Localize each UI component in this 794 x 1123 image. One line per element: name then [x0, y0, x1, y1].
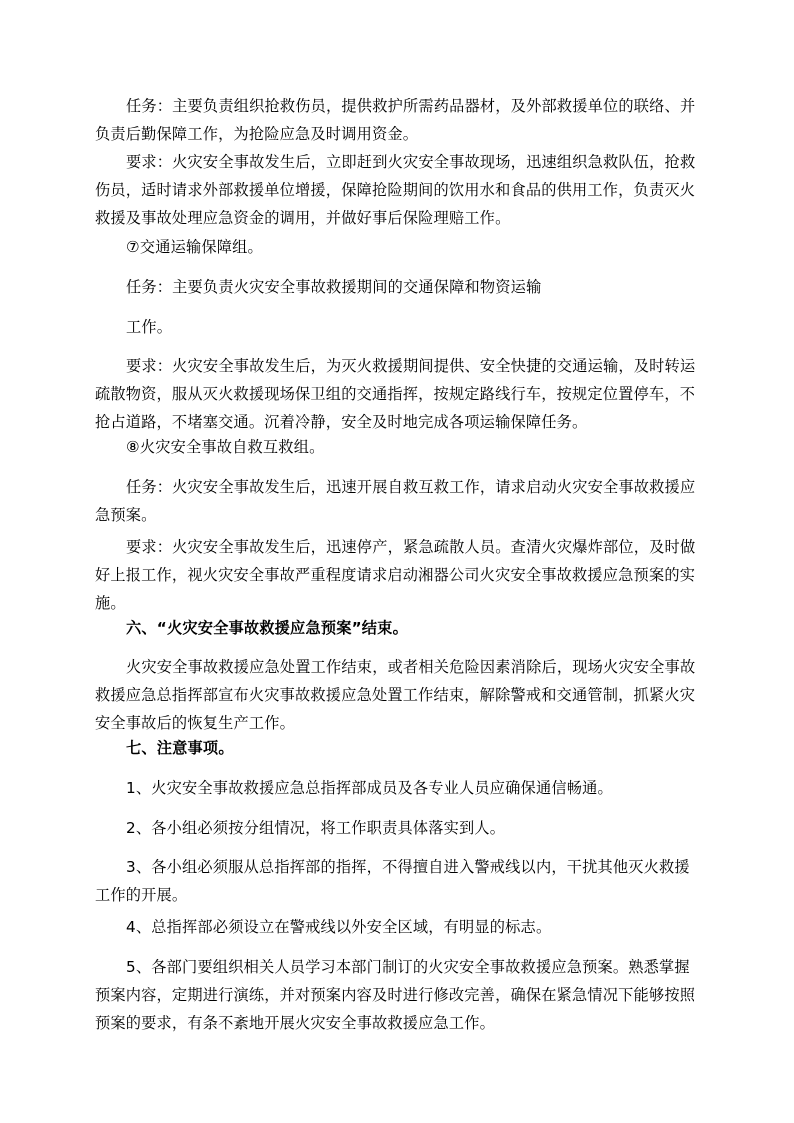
notice-item-4: 4、总指挥部必须设立在警戒线以外安全区域，有明显的标志。 — [126, 918, 552, 936]
notice-item-3: 3、各小组必须服从总指挥部的指挥，不得擅自进入警戒线以内，干扰其他灭火救援工作的开展。 — [95, 858, 690, 904]
paragraph-transport-requirement: 要求：火灾安全事故发生后，为灭火救援期间提供、安全快捷的交通运输，及时转运疏散物资，服从灭火救援现场保卫组的交通指挥，按规定路线行车，按规定位置停车，不抢占道路，不堵塞交通。沉着冷静，安全及时地完成各项运输保障任务。 — [95, 357, 696, 431]
paragraph-plan-end: 火灾安全事故救援应急处置工作结束，或者相关危险因素消除后，现场火灾安全事故救援应急总指挥部宣布火灾事故救援应急处置工作结束，解除警戒和交通管制，抓紧火灾安全事故后的恢复生产工作。 — [95, 658, 696, 732]
section-heading-six: 六、“火灾安全事故救援应急预案”结束。 — [126, 619, 408, 637]
paragraph-self-rescue-task: 任务：火灾安全事故发生后，迅速开展自救互救工作，请求启动火灾安全事故救援应急预案。 — [95, 478, 696, 524]
notice-item-2: 2、各小组必须按分组情况，将工作职责具体落实到人。 — [126, 819, 506, 837]
paragraph-transport-task-continued: 工作。 — [126, 318, 173, 336]
notice-item-1: 1、火灾安全事故救援应急总指挥部成员及各专业人员应确保通信畅通。 — [126, 779, 613, 797]
paragraph-medical-task: 任务：主要负责组织抢救伤员，提供救护所需药品器材，及外部救援单位的联络、并负责后勤保障工作，为抢险应急及时调用资金。 — [95, 97, 696, 143]
paragraph-self-rescue-group-title: ⑧火灾安全事故自救互救组。 — [126, 438, 325, 456]
paragraph-self-rescue-requirement: 要求：火灾安全事故发生后，迅速停产，紧急疏散人员。查清火灾爆炸部位，及时做好上报工作，视火灾安全事故严重程度请求启动湘器公司火灾安全事故救援应急预案的实施。 — [95, 538, 696, 612]
notice-item-5: 5、各部门要组织相关人员学习本部门制订的火灾安全事故救援应急预案。熟悉掌握预案内容，定期进行演练，并对预案内容及时进行修改完善，确保在紧急情况下能够按照预案的要求，有条不紊地开展火灾安全事故救援应急工作。 — [95, 958, 696, 1032]
paragraph-transport-group-title: ⑦交通运输保障组。 — [126, 238, 263, 256]
section-heading-seven: 七、注意事项。 — [126, 739, 234, 757]
paragraph-transport-task: 任务：主要负责火灾安全事故救援期间的交通保障和物资运输 — [126, 278, 542, 296]
paragraph-medical-requirement: 要求：火灾安全事故发生后，立即赶到火灾安全事故现场，迅速组织急救队伍，抢救伤员，适时请求外部救援单位增援，保障抢险期间的饮用水和食品的供用工作，负责灭火救援及事故处理应急资金的调用，并做好事后保险理赔工作。 — [95, 153, 696, 227]
